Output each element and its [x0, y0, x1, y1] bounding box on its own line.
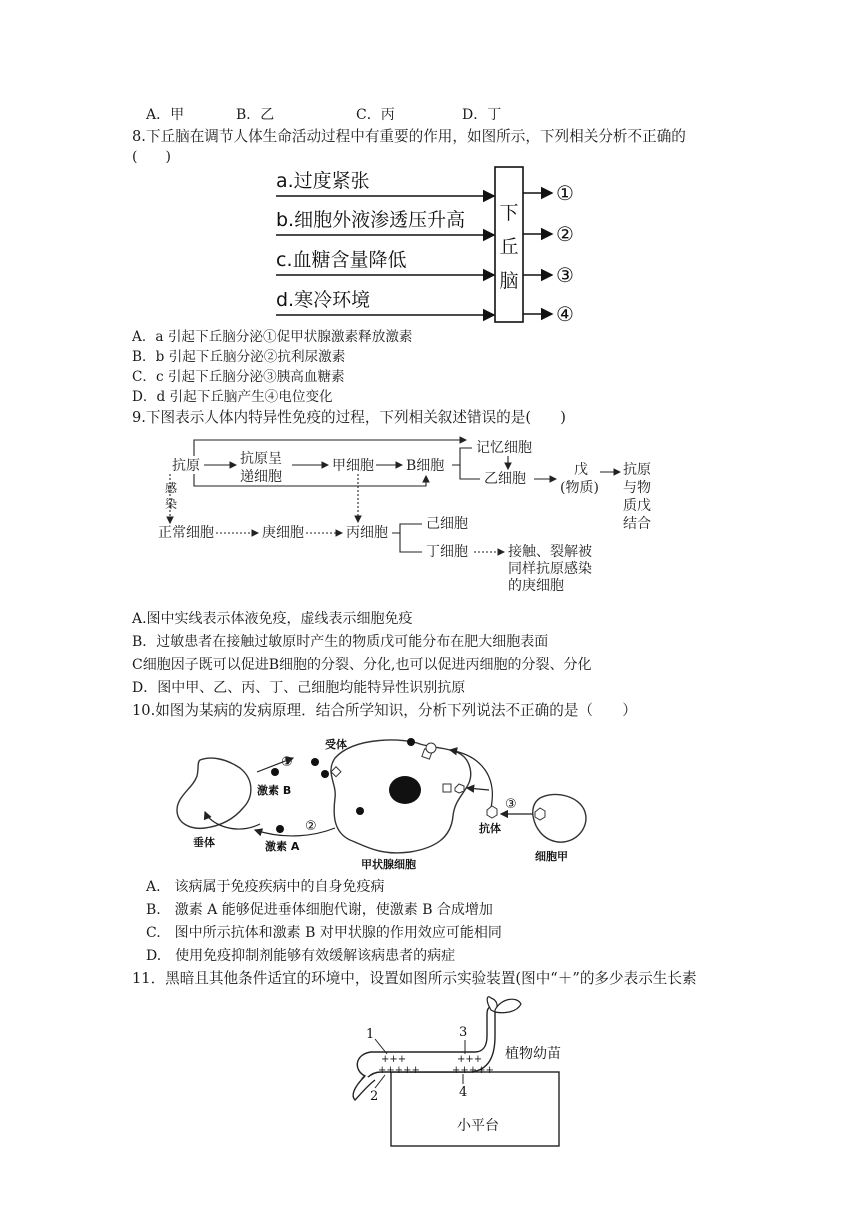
- q10-arrow-2: [255, 828, 335, 836]
- q9-infection-1: 感: [165, 481, 178, 495]
- q11-plus-3: +++: [457, 1054, 483, 1065]
- q11-label-4: 4: [459, 1085, 468, 1100]
- q10-antibody-bound-2: [455, 784, 464, 793]
- q10-option-a: A. 该病属于免疫疾病中的自身免疫病: [146, 879, 385, 895]
- q9-infection-2: 染: [165, 497, 178, 511]
- q10-label-thyroid: 甲状腺细胞: [361, 858, 416, 871]
- q9-antigen: 抗原: [172, 458, 200, 474]
- q9-memory-cell: 记忆细胞: [476, 440, 532, 456]
- q9-branch-bing: [392, 524, 422, 533]
- q8-hypothalamus-diagram: [270, 163, 600, 323]
- q9-lysis-3: 的庚细胞: [508, 578, 564, 594]
- q10-label-n3: ③: [505, 797, 517, 812]
- q10-arrow-3-up: [450, 750, 492, 808]
- q9-normal-cell: 正常细胞: [158, 525, 214, 541]
- q10-label-pituitary: 垂体: [193, 836, 215, 849]
- q8-input-d: d.寒冷环境: [276, 289, 371, 311]
- q8-input-b: b.细胞外液渗透压升高: [276, 209, 466, 231]
- q7-option-c: C．丙: [356, 107, 395, 123]
- q11-leader-2: [375, 1075, 385, 1088]
- q11-platform: [391, 1072, 559, 1146]
- q10-disease-diagram: [165, 728, 605, 876]
- q11-label-2: 2: [370, 1089, 379, 1104]
- q8-input-c: c.血糖含量降低: [276, 249, 407, 271]
- q9-branch-b2: [460, 465, 480, 479]
- q9-jia-cell: 甲细胞: [332, 458, 374, 474]
- q10-receptor-3: [443, 784, 451, 792]
- q10-option-d: D. 使用免疫抑制剂能够有效缓解该病患者的病症: [146, 948, 456, 964]
- q9-wu-line1: 戊: [574, 462, 588, 478]
- q9-option-d: D．图中甲、乙、丙、丁、己细胞均能特异性识别抗原: [132, 680, 466, 696]
- q9-complex-3: 质戊: [623, 498, 651, 514]
- q10-nucleus: [389, 776, 421, 804]
- q8-box-char-1: 下: [499, 202, 519, 224]
- q10-arrow-3-left: [467, 788, 489, 790]
- q8-option-a: A．a 引起下丘脑分泌①促甲状腺激素释放激素: [132, 329, 413, 345]
- q10-label-antibody: 抗体: [479, 822, 501, 835]
- q9-immunity-diagram: [150, 430, 670, 596]
- q9-ji-cell: 己细胞: [426, 516, 468, 532]
- q9-lysis-1: 接触、裂解被: [508, 544, 592, 560]
- q8-input-a: a.过度紧张: [276, 170, 370, 192]
- q9-ding-cell: 丁细胞: [426, 544, 468, 560]
- q10-hormone-a-2: [356, 807, 364, 815]
- q10-pituitary-shape: [177, 758, 251, 828]
- q9-option-b: B．过敏患者在接触过敏原时产生的物质戊可能分布在肥大细胞表面: [132, 634, 549, 650]
- q10-label-hormone-b: 激素 B: [257, 784, 292, 797]
- q10-hormone-a-1: [276, 825, 284, 833]
- q7-options: [146, 108, 746, 124]
- q8-output-4: ④: [556, 302, 574, 323]
- q9-arrow-antigen-memory: [194, 440, 466, 456]
- q10-option-b: B. 激素 A 能够促进垂体细胞代谢，使激素 B 合成增加: [146, 902, 493, 918]
- q10-hormone-b-2: [311, 758, 319, 766]
- q9-complex-1: 抗原: [623, 462, 651, 478]
- q11-stem: 11．黑暗且其他条件适宜的环境中，设置如图所示实验装置(图中“＋”的多少表示生长素: [132, 970, 697, 987]
- q11-leaf-right: [495, 999, 521, 1013]
- q9-branch-b: [452, 448, 472, 465]
- q10-option-c: C. 图中所示抗体和激素 B 对甲状腺的作用效应可能相同: [146, 925, 502, 941]
- q10-receptor-1: [331, 767, 341, 777]
- q11-plus-2: +++++: [378, 1065, 420, 1076]
- q11-label-3: 3: [459, 1025, 468, 1040]
- q9-apc-line2: 递细胞: [240, 469, 282, 485]
- q9-arrow-antigen-b: [194, 474, 426, 486]
- q10-stem: 10.如图为某病的发病原理．结合所学知识，分析下列说法不正确的是（ ）: [132, 702, 637, 719]
- q10-hormone-top: [407, 738, 415, 746]
- q8-output-2: ②: [556, 222, 574, 246]
- q11-plus-4: +++++: [452, 1065, 494, 1076]
- q10-hormone-b-3: [321, 770, 329, 778]
- q10-label-hormone-a: 激素 A: [265, 840, 300, 853]
- q9-lysis-2: 同样抗原感染: [508, 561, 592, 577]
- q11-label-1: 1: [366, 1027, 375, 1042]
- q9-b-cell: B细胞: [406, 458, 445, 474]
- q11-label-platform: 小平台: [457, 1118, 499, 1134]
- q9-complex-2: 与物: [623, 480, 651, 496]
- q8-box-char-3: 脑: [499, 270, 519, 292]
- q9-geng-cell: 庚细胞: [262, 525, 304, 541]
- q10-label-n1: ①: [281, 755, 293, 770]
- q10-label-n2: ②: [305, 819, 317, 834]
- q11-seedling-diagram: [345, 996, 575, 1152]
- q10-antibody: [487, 806, 497, 818]
- q8-option-b: B．b 引起下丘脑分泌②抗利尿激素: [132, 349, 346, 365]
- q7-option-d: D．丁: [462, 107, 502, 123]
- q8-paren: ( ): [132, 149, 171, 165]
- q11-label-plant: 植物幼苗: [505, 1046, 561, 1062]
- q10-hormone-b-1: [271, 768, 279, 776]
- q8-box-char-2: 丘: [499, 236, 519, 258]
- q10-antibody-bound-1: [426, 743, 436, 753]
- q10-label-receptor: 受体: [325, 738, 347, 751]
- q7-option-b: B．乙: [236, 107, 275, 123]
- q9-complex-4: 结合: [623, 516, 651, 532]
- q8-option-c: C．c 引起下丘脑分泌③胰高血糖素: [132, 369, 345, 385]
- q8-stem: 8.下丘脑在调节人体生命活动过程中有重要的作用，如图所示，下列相关分析不正确的: [132, 128, 686, 145]
- q8-output-1: ①: [556, 181, 574, 205]
- q9-option-a: A.图中实线表示体液免疫，虚线表示细胞免疫: [132, 611, 413, 627]
- q9-stem: 9.下图表示人体内特异性免疫的过程，下列相关叙述错误的是( ): [132, 409, 566, 426]
- q9-option-c: C细胞因子既可以促进B细胞的分裂、分化,也可以促进丙细胞的分裂、分化: [132, 657, 592, 673]
- q9-branch-bing2: [400, 533, 422, 552]
- q10-label-cell-jia: 细胞甲: [535, 850, 568, 863]
- q9-apc-line1: 抗原呈: [240, 451, 282, 467]
- q9-bing-cell: 丙细胞: [346, 525, 388, 541]
- q9-yi-cell: 乙细胞: [484, 471, 526, 487]
- q9-wu-line2: (物质): [560, 480, 599, 496]
- q7-option-a: A．甲: [146, 107, 185, 123]
- q8-output-3: ③: [556, 263, 574, 287]
- q10-cell-jia-antibody: [535, 808, 545, 820]
- q11-plus-1: +++: [381, 1054, 407, 1065]
- q8-option-d: D．d 引起下丘脑产生④电位变化: [132, 389, 333, 405]
